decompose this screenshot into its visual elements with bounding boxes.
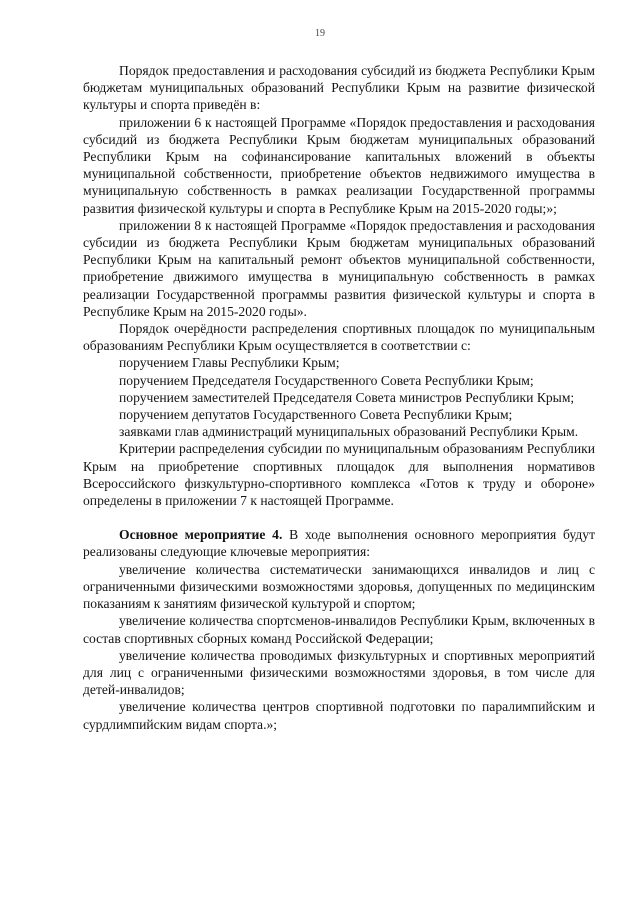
- list-item-deputies: поручением депутатов Государственного Совета Республики Крым;: [119, 407, 513, 423]
- list-item-training-centers: увеличение количества центров спортивной подготовки по паралимпийским и сурдлимпийским видам спорта.»;: [83, 699, 595, 732]
- list-item-state-council-chairman: поручением Председателя Государственного Совета Республики Крым;: [119, 372, 534, 388]
- paragraph-appendix-8: приложении 8 к настоящей Программе «Порядок предоставления и расходования субсидии из бюджета Республики Крым бюджетам муниципальных образований Республики Крым на капитальный ремонт объектов муниципальной собственности, приобретение движимого имущества в муниципальную собственность в рамках реализации Государственной программы развития физической культуры и спорта в Республике Крым на 2015-2020 годы».: [83, 217, 595, 319]
- paragraph-main-activity-4: [83, 526, 595, 560]
- main-activity-intro: В ходе выполнения основного мероприятия будут реализованы следующие ключевые мероприятия:: [83, 527, 596, 560]
- list-item-administration-requests: заявками глав администраций муниципальных образований Республики Крым.: [119, 424, 579, 440]
- paragraph-distribution-order: Порядок очерёдности распределения спортивных площадок по муниципальным образованиям Республики Крым осуществляется в соответствии с:: [83, 321, 595, 354]
- page-number: 19: [315, 28, 325, 39]
- main-activity-heading: Основное мероприятие 4.: [119, 527, 283, 543]
- paragraph-distribution-criteria: Критерии распределения субсидии по муниципальным образованиям Республики Крым на приобретение спортивных площадок для выполнения нормативов Всероссийского физкультурно-спортивного комплекса «Готов к труду и обороне» определены в приложении 7 к настоящей Программе.: [83, 441, 595, 509]
- list-item-head-of-republic: поручением Главы Республики Крым;: [119, 355, 340, 371]
- list-item-sport-events: увеличение количества проводимых физкультурных и спортивных мероприятий для лиц с ограниченными физическими возможностями здоровья, в том числе для детей-инвалидов;: [83, 647, 595, 698]
- paragraph-appendix-6: приложении 6 к настоящей Программе «Порядок предоставления и расходования субсидий из бюджета Республики Крым бюджетам муниципальных образований Республики Крым на софинансирование капитальных вложений в объекты муниципальной собственности, приобретение объектов недвижимого имущества в муниципальную собственность в рамках реализации Государственной программы развития физической культуры и спорта в Республике Крым на 2015-2020 годы;»;: [83, 114, 595, 216]
- document-body: [83, 62, 595, 733]
- list-item-disabled-athletes-count: увеличение количества систематически занимающихся инвалидов и лиц с ограниченными физическими возможностями здоровья, допущенных по медицинским показаниям к занятиям физической культурой и спортом;: [83, 561, 595, 612]
- paragraph-subsidy-order: Порядок предоставления и расходования субсидий из бюджета Республики Крым бюджетам муниципальных образований Республики Крым на развитие физической культуры и спорта приведён в:: [83, 63, 595, 113]
- list-item-deputy-chairmen: поручением заместителей Председателя Совета министров Республики Крым;: [119, 389, 575, 405]
- list-item-national-teams: увеличение количества спортсменов-инвалидов Республики Крым, включенных в состав спортивных сборных команд Российской Федерации;: [83, 613, 595, 646]
